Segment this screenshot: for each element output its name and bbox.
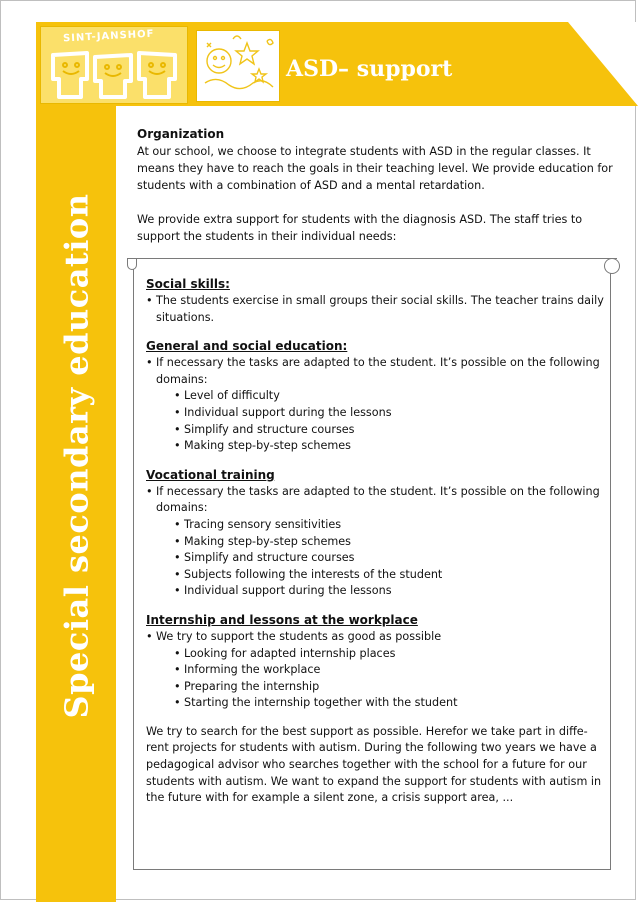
doodle-icon	[197, 31, 279, 101]
sub-list-item: • Tracing sensory sensitivities	[174, 517, 608, 534]
support-content	[146, 276, 608, 807]
sub-list-item: • Individual support during the lessons	[174, 405, 608, 422]
sub-list-item: • Simplify and structure courses	[174, 550, 608, 567]
sub-list-item: • Individual support during the lessons	[174, 583, 608, 600]
school-logo	[40, 26, 188, 104]
children-drawing	[196, 30, 280, 102]
section-internship	[146, 612, 608, 712]
list-item	[146, 484, 608, 517]
sub-list-item: • Making step-by-step schemes	[174, 438, 608, 455]
section-title: General and social education:	[146, 339, 348, 354]
intro-heading: Organization	[137, 127, 225, 141]
header-notch	[568, 22, 638, 106]
intro-paragraph-1: At our school, we choose to integrate students with ASD in the regular classes. It means they have to reach the goals in their teaching level. We provide education for students with a combination of ASD and a mental retardation.	[137, 145, 613, 192]
intro-paragraph-2: We provide extra support for students with the diagnosis ASD. The staff tries to support the students in their individual needs:	[137, 213, 583, 243]
sub-list-item: • Informing the workplace	[174, 662, 608, 679]
side-title-text: Special secondary education	[57, 193, 96, 719]
scroll-curl-left	[127, 258, 137, 270]
list-item: • The students exercise in small groups their social skills. The teacher trains daily situations.	[146, 293, 608, 326]
sub-list-item: • Simplify and structure courses	[174, 422, 608, 439]
closing-paragraph: We try to search for the best support as possible. Herefor we take part in diffe-rent projects for students with autism. During the following two years we have a pedagogical advisor who searches together with the school for a future for our students with autism. We want to expand the support for students with autism in the future with for example a silent zone, a crisis support area, ...	[146, 724, 602, 805]
section-vocational-training	[146, 467, 608, 600]
sub-list-item: • Starting the internship together with the student	[174, 695, 608, 712]
section-social-skills	[146, 276, 608, 326]
list-item-text: If necessary the tasks are adapted to the student. It’s possible on the following domains:	[156, 484, 600, 515]
list-item	[146, 355, 608, 388]
sub-list-item: • Subjects following the interests of the student	[174, 567, 608, 584]
section-general-education	[146, 338, 608, 455]
list-item	[146, 629, 608, 646]
sub-list-item: • Preparing the internship	[174, 679, 608, 696]
sub-list-item: • Level of difficulty	[174, 388, 608, 405]
side-title	[36, 106, 116, 806]
list-item-text: We try to support the students as good as possible	[156, 629, 442, 643]
page-title: ASD– support	[286, 56, 453, 82]
section-title: Social skills:	[146, 277, 230, 291]
section-title: Internship and lessons at the workplace	[146, 612, 418, 627]
logo-text: SINT-JANSHOF	[62, 28, 155, 45]
list-item-text: If necessary the tasks are adapted to the student. It’s possible on the following domains:	[156, 356, 600, 386]
intro-block	[137, 126, 617, 245]
scroll-curl-right	[604, 258, 620, 274]
smiling-figures-icon	[47, 45, 183, 101]
section-title: Vocational training	[146, 467, 275, 482]
sub-list-item: • Looking for adapted internship places	[174, 646, 608, 663]
sub-list-item: • Making step-by-step schemes	[174, 534, 608, 551]
